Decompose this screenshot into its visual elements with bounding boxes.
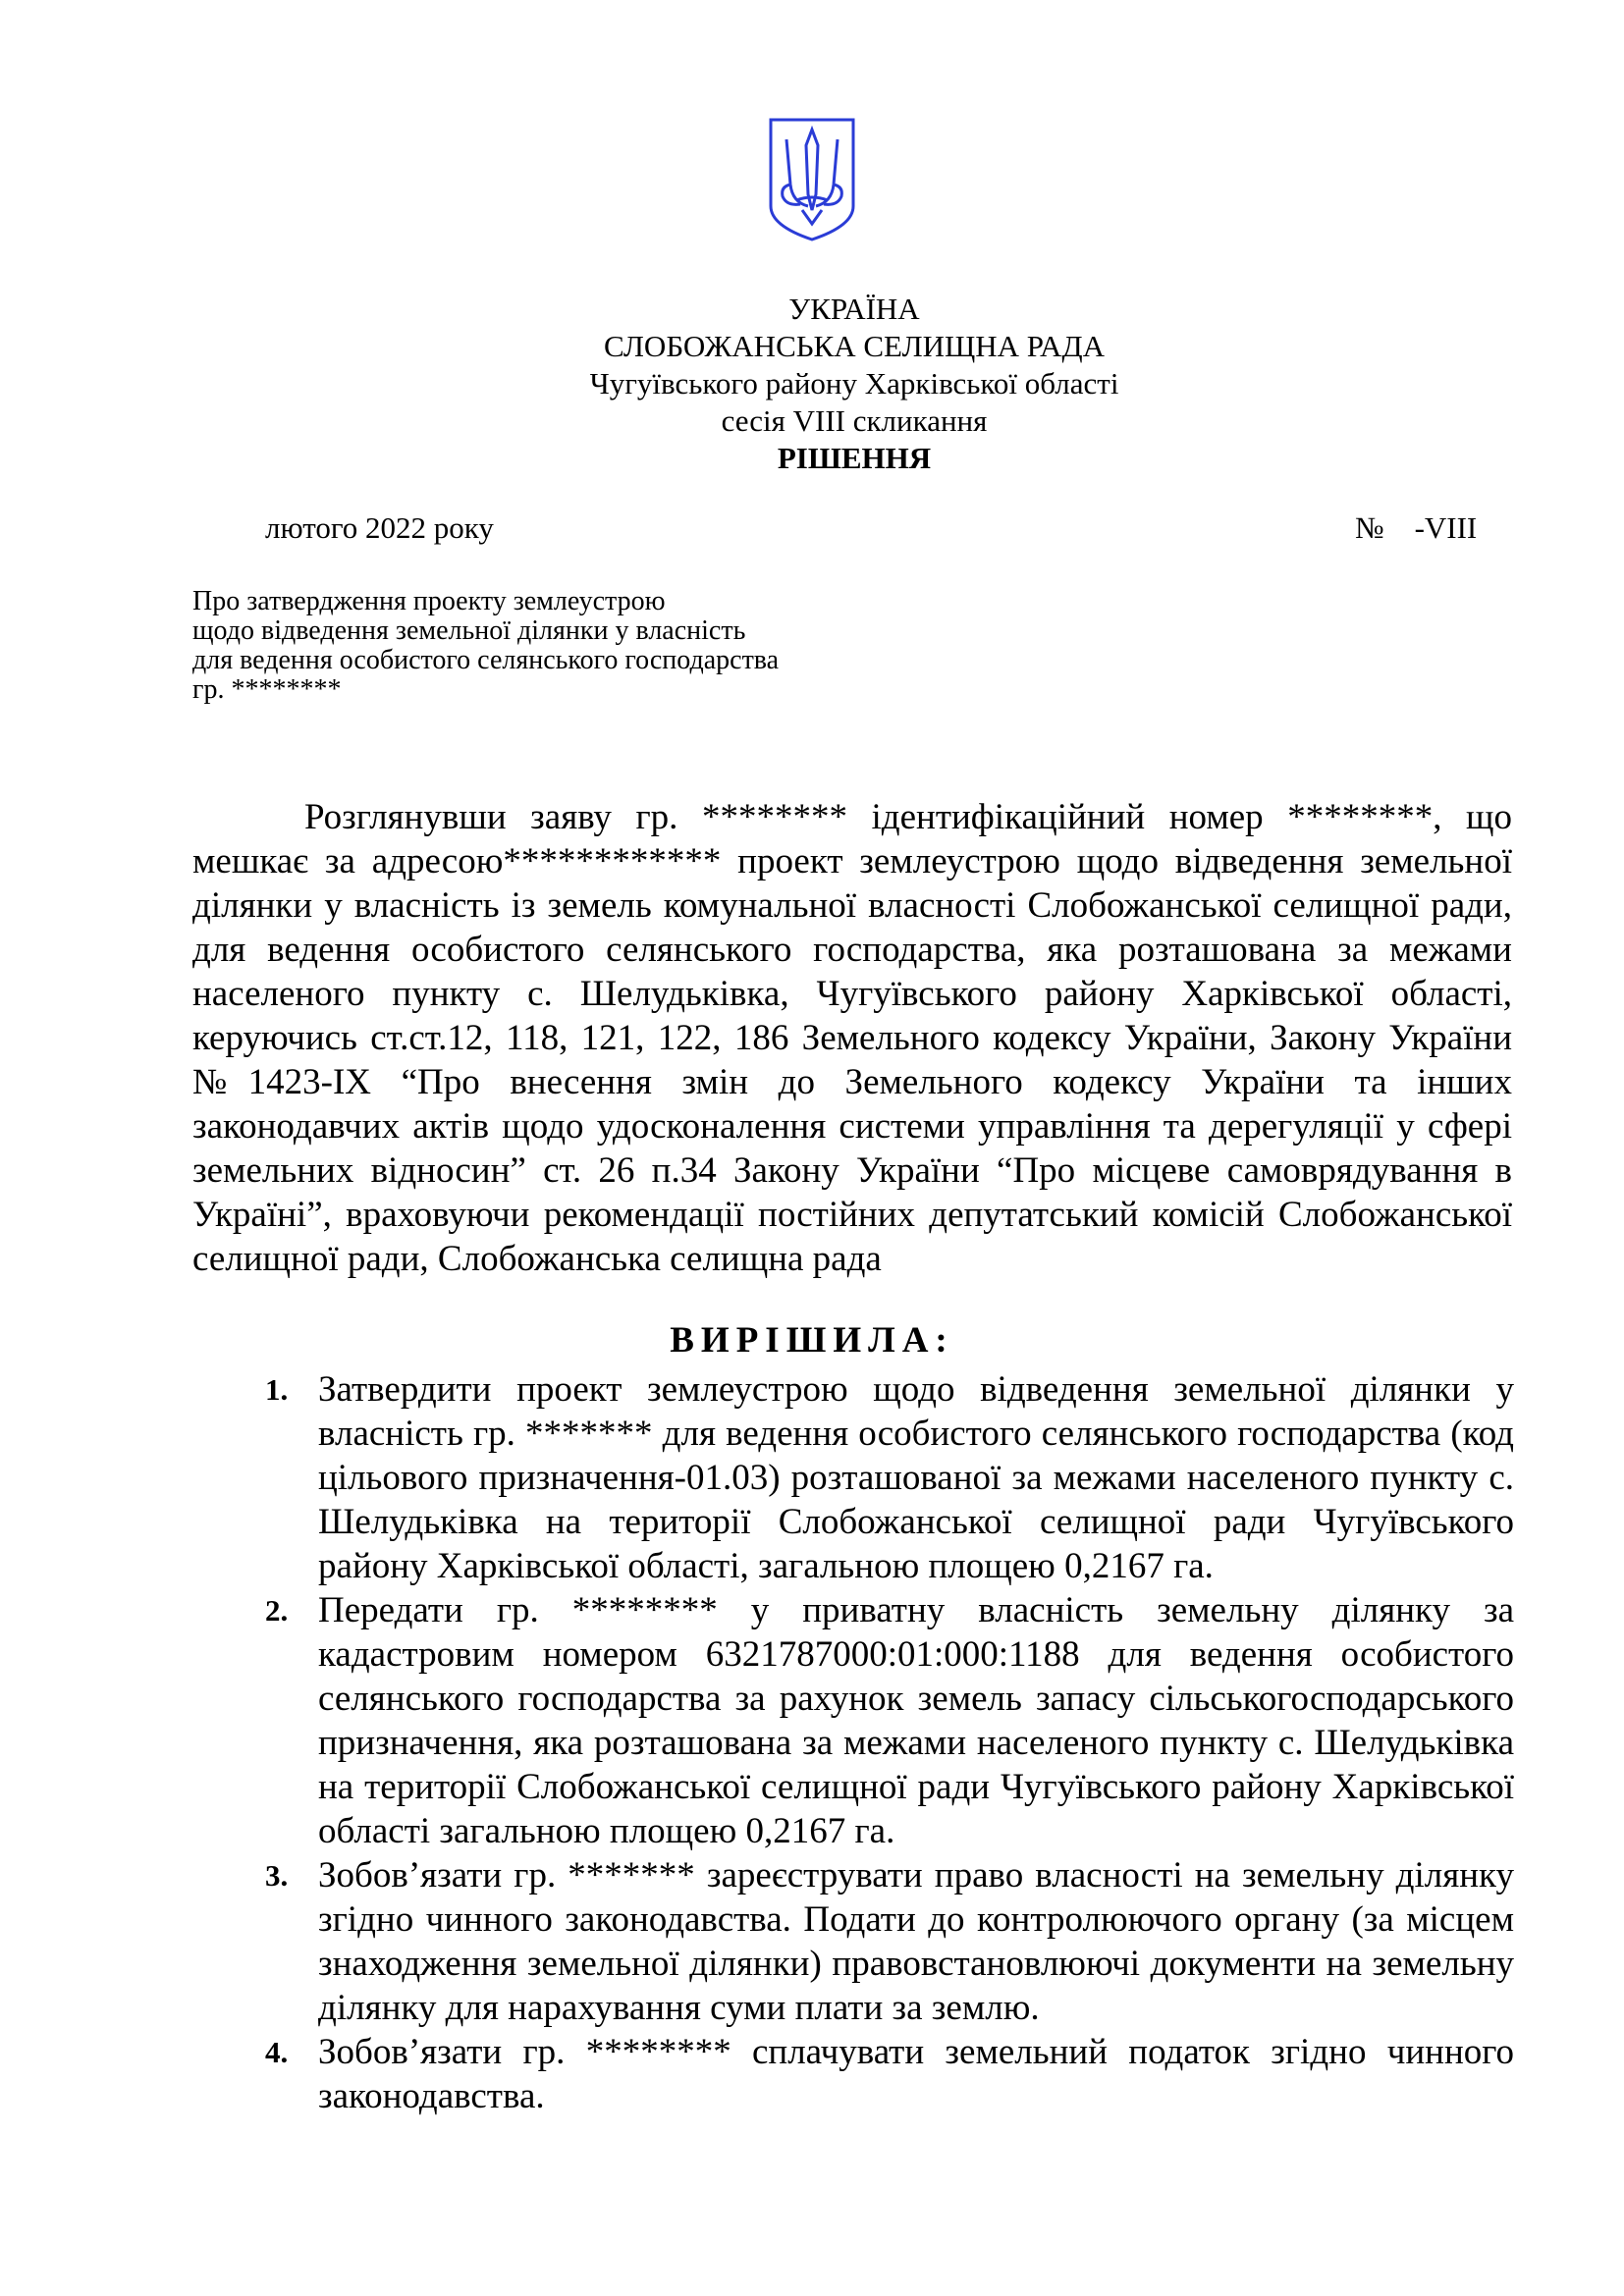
subject-line: гр. ******** — [192, 674, 342, 705]
decision-subject — [192, 587, 939, 705]
council-title: СЛОБОЖАНСЬКА СЕЛИЩНА РАДА — [604, 329, 1105, 363]
session-title: сесія VIII скликання — [721, 403, 988, 438]
coat-of-arms-icon — [767, 116, 857, 243]
item-number: 1. — [265, 1372, 289, 1407]
item-number: 3. — [265, 1858, 289, 1893]
item-number: 2. — [265, 1593, 289, 1628]
decision-number: № -VIII — [1355, 510, 1478, 545]
subject-line: щодо відведення земельної ділянки у власність — [192, 615, 746, 646]
item-number: 4. — [265, 2035, 289, 2069]
decision-item — [265, 1588, 1514, 1853]
item-text: Передати гр. ******** у приватну власність земельну ділянку за кадастровим номером 6321787000:01:000:1188 для ведення особистого селянського господарства за рахунок земель запасу сільськогосподарського призначення, яка розташована за межами населеного пункту с. Шелудьківка на території Слобожанської селищної ради Чугуївського району Харківської області загальною площею 0,2167 га. — [318, 1590, 1514, 1851]
decided-heading: ВИРІШИЛА: — [670, 1320, 954, 1361]
decision-items — [265, 1367, 1514, 2118]
decision-item — [265, 1367, 1514, 1588]
preamble-text: Розглянувши заяву гр. ******** ідентифікаційний номер ********, що мешкає за адресою************ проект землеустрою щодо відведення земельної ділянки у власність із земель комунальної власності Слобожанської селищної ради, для ведення особистого селянського господарства, яка розташована за межами населеного пункту с. Шелудьківка, Чугуївського району Харківської області, керуючись ст.ст.12, 118, 121, 122, 186 Земельного кодексу України, Закону України №1423-IX “Про внесення змін до Земельного кодексу України та інших законодавчих актів щодо удосконалення системи управління та дерегуляції у сфері земельних відносин” ст. 26 п.34 Закону України “Про місцеве самоврядування в Україні”, враховуючи рекомендації постійних депутатський комісій Слобожанської селищної ради, Слобожанська селищна рада — [192, 797, 1512, 1279]
item-text: Затвердити проект землеустрою щодо відведення земельної ділянки у власність гр. ******* для ведення особистого селянського господарства (код цільового призначення-01.03) розташованої за межами населеного пункту с. Шелудьківка на території Слобожанської селищної ради Чугуївського району Харківської області, загальною площею 0,2167 га. — [318, 1369, 1514, 1586]
district-title: Чугуївського району Харківської області — [589, 366, 1119, 400]
subject-line: Про затвердження проекту землеустрою — [192, 586, 666, 616]
country-title: УКРАЇНА — [788, 292, 920, 326]
item-text: Зобов’язати гр. ******** сплачувати земельний податок згідно чинного законодавства. — [318, 2032, 1514, 2116]
decision-item — [265, 1853, 1514, 2030]
subject-line: для ведення особистого селянського господарства — [192, 645, 780, 675]
decision-item — [265, 2030, 1514, 2118]
document-type: РІШЕННЯ — [777, 441, 932, 475]
item-text: Зобов’язати гр. ******* зареєструвати право власності на земельну ділянку згідно чинного законодавства. Подати до контролюючого органу (за місцем знаходження земельної ділянки) правовстановлюючі документи на земельну ділянку для нарахування суми плати за землю. — [318, 1855, 1514, 2028]
preamble-block — [192, 795, 1512, 1281]
decision-date: лютого 2022 року — [265, 510, 494, 545]
